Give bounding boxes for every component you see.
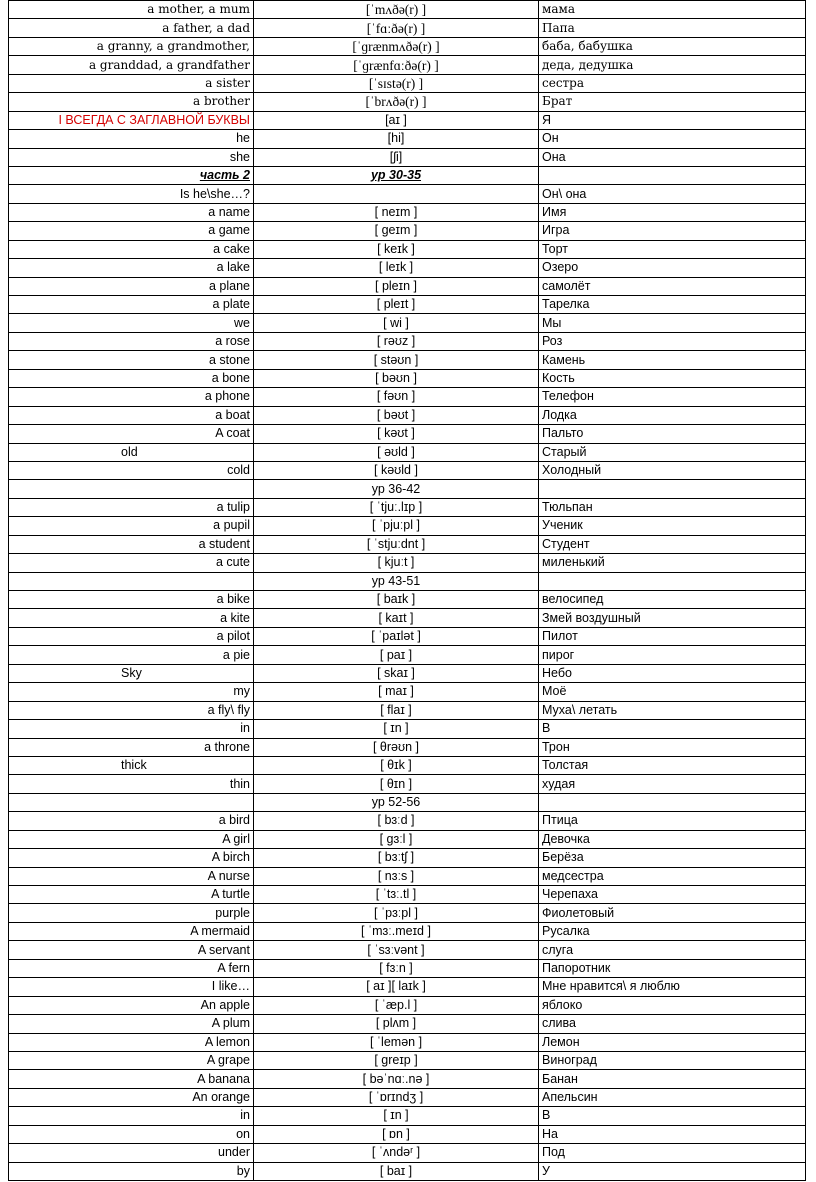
table-row xyxy=(9,756,806,774)
russian-translation-cell: Брат xyxy=(539,93,806,111)
table-row xyxy=(9,775,806,793)
table-row xyxy=(9,93,806,111)
russian-translation-cell: Имя xyxy=(539,203,806,221)
english-word-cell: a fly\ fly xyxy=(9,701,254,719)
english-word-cell: a throne xyxy=(9,738,254,756)
russian-translation-cell: Камень xyxy=(539,351,806,369)
table-row xyxy=(9,240,806,258)
transcription-cell: [ pleɪn ] xyxy=(254,277,539,295)
transcription-cell: [ bɜːtʃ ] xyxy=(254,849,539,867)
transcription-cell: [ ˈmɜː.meɪd ] xyxy=(254,922,539,940)
transcription-cell: ур 52-56 xyxy=(254,793,539,811)
transcription-cell: [ˈfɑːðə(r) ] xyxy=(254,19,539,37)
transcription-cell xyxy=(254,185,539,203)
table-row xyxy=(9,738,806,756)
russian-translation-cell: Берёза xyxy=(539,849,806,867)
transcription-cell: [ baɪk ] xyxy=(254,591,539,609)
english-word-cell: a cute xyxy=(9,554,254,572)
transcription-cell: [ bəʊt ] xyxy=(254,406,539,424)
transcription-cell: [ kaɪt ] xyxy=(254,609,539,627)
english-word-cell: a game xyxy=(9,222,254,240)
russian-translation-cell: велосипед xyxy=(539,591,806,609)
transcription-cell: [ θrəʊn ] xyxy=(254,738,539,756)
english-word-cell: a pilot xyxy=(9,627,254,645)
russian-translation-cell: мама xyxy=(539,1,806,19)
russian-translation-cell: Пилот xyxy=(539,627,806,645)
transcription-cell: [hi] xyxy=(254,130,539,148)
english-word-cell: a bird xyxy=(9,812,254,830)
table-row xyxy=(9,996,806,1014)
russian-translation-cell: баба, бабушка xyxy=(539,37,806,55)
russian-translation-cell: Моё xyxy=(539,683,806,701)
english-word-cell: a kite xyxy=(9,609,254,627)
transcription-cell: [ˈbrʌðə(r) ] xyxy=(254,93,539,111)
russian-translation-cell: Лодка xyxy=(539,406,806,424)
table-row xyxy=(9,148,806,166)
english-word-cell: часть 2 xyxy=(9,166,254,184)
table-row xyxy=(9,1162,806,1180)
transcription-cell: [ bəʊn ] xyxy=(254,369,539,387)
table-row xyxy=(9,498,806,516)
english-word-cell: A nurse xyxy=(9,867,254,885)
english-word-cell: A plum xyxy=(9,1015,254,1033)
table-row xyxy=(9,314,806,332)
transcription-cell: [ aɪ ][ laɪk ] xyxy=(254,978,539,996)
english-word-cell: a name xyxy=(9,203,254,221)
table-row xyxy=(9,886,806,904)
transcription-cell: [ˈɡrænmʌðə(r) ] xyxy=(254,37,539,55)
russian-translation-cell: Тарелка xyxy=(539,296,806,314)
vocabulary-table-body xyxy=(9,1,806,1181)
english-word-cell: a father, a dad xyxy=(9,19,254,37)
russian-translation-cell: Я xyxy=(539,111,806,129)
transcription-cell: [ʃi] xyxy=(254,148,539,166)
table-row xyxy=(9,793,806,811)
table-row xyxy=(9,830,806,848)
english-word-cell: A mermaid xyxy=(9,922,254,940)
english-word-cell: a bone xyxy=(9,369,254,387)
transcription-cell: [ θɪk ] xyxy=(254,756,539,774)
transcription-cell: [ ɪn ] xyxy=(254,720,539,738)
english-word-cell: A girl xyxy=(9,830,254,848)
english-word-cell: thin xyxy=(9,775,254,793)
table-row xyxy=(9,683,806,701)
russian-translation-cell: пирог xyxy=(539,646,806,664)
english-word-cell: A servant xyxy=(9,941,254,959)
table-row xyxy=(9,1033,806,1051)
table-row xyxy=(9,332,806,350)
russian-translation-cell: Мне нравится\ я люблю xyxy=(539,978,806,996)
table-row xyxy=(9,480,806,498)
english-word-cell: a boat xyxy=(9,406,254,424)
transcription-cell: [ ˈæp.l ] xyxy=(254,996,539,1014)
table-row xyxy=(9,111,806,129)
english-word-cell: I ВСЕГДА С ЗАГЛАВНОЙ БУКВЫ xyxy=(9,111,254,129)
transcription-cell: [ maɪ ] xyxy=(254,683,539,701)
english-word-cell: we xyxy=(9,314,254,332)
table-row xyxy=(9,351,806,369)
table-row xyxy=(9,867,806,885)
table-row xyxy=(9,296,806,314)
table-row xyxy=(9,369,806,387)
english-word-cell: Sky xyxy=(9,664,254,682)
transcription-cell: [ˈɡrænfɑːðə(r) ] xyxy=(254,56,539,74)
table-row xyxy=(9,849,806,867)
english-word-cell: I like… xyxy=(9,978,254,996)
english-word-cell: in xyxy=(9,720,254,738)
russian-translation-cell: Холодный xyxy=(539,461,806,479)
english-word-cell: A coat xyxy=(9,425,254,443)
english-word-cell: A lemon xyxy=(9,1033,254,1051)
english-word-cell: An apple xyxy=(9,996,254,1014)
transcription-cell: [ ˈsɜːvənt ] xyxy=(254,941,539,959)
transcription-cell: [ plʌm ] xyxy=(254,1015,539,1033)
transcription-cell: [ ˈstjuːdnt ] xyxy=(254,535,539,553)
table-row xyxy=(9,627,806,645)
english-word-cell: on xyxy=(9,1125,254,1143)
table-row xyxy=(9,166,806,184)
english-word-cell: a rose xyxy=(9,332,254,350)
english-word-cell: under xyxy=(9,1144,254,1162)
transcription-cell: ур 43-51 xyxy=(254,572,539,590)
english-word-cell: a plate xyxy=(9,296,254,314)
table-row xyxy=(9,812,806,830)
table-row xyxy=(9,664,806,682)
table-row xyxy=(9,646,806,664)
russian-translation-cell: Кость xyxy=(539,369,806,387)
vocabulary-table xyxy=(8,0,806,1181)
russian-translation-cell: медсестра xyxy=(539,867,806,885)
russian-translation-cell: Старый xyxy=(539,443,806,461)
english-word-cell: a student xyxy=(9,535,254,553)
transcription-cell: [ wi ] xyxy=(254,314,539,332)
russian-translation-cell: Она xyxy=(539,148,806,166)
russian-translation-cell: Озеро xyxy=(539,259,806,277)
table-row xyxy=(9,259,806,277)
russian-translation-cell: Черепаха xyxy=(539,886,806,904)
transcription-cell: [ baɪ ] xyxy=(254,1162,539,1180)
english-word-cell: a pupil xyxy=(9,517,254,535)
english-word-cell xyxy=(9,480,254,498)
russian-translation-cell: худая xyxy=(539,775,806,793)
english-word-cell: in xyxy=(9,1107,254,1125)
russian-translation-cell: Ученик xyxy=(539,517,806,535)
russian-translation-cell: деда, дедушка xyxy=(539,56,806,74)
table-row xyxy=(9,1107,806,1125)
russian-translation-cell: Папа xyxy=(539,19,806,37)
english-word-cell: a phone xyxy=(9,388,254,406)
russian-translation-cell: Апельсин xyxy=(539,1088,806,1106)
russian-translation-cell: На xyxy=(539,1125,806,1143)
english-word-cell: a stone xyxy=(9,351,254,369)
transcription-cell: ур 30-35 xyxy=(254,166,539,184)
transcription-cell: [ kəʊt ] xyxy=(254,425,539,443)
english-word-cell: she xyxy=(9,148,254,166)
russian-translation-cell: Папоротник xyxy=(539,959,806,977)
russian-translation-cell: Виноград xyxy=(539,1051,806,1069)
russian-translation-cell: яблоко xyxy=(539,996,806,1014)
table-row xyxy=(9,535,806,553)
russian-translation-cell: Он\ она xyxy=(539,185,806,203)
english-word-cell: A birch xyxy=(9,849,254,867)
transcription-cell: [ˈmʌðə(r) ] xyxy=(254,1,539,19)
transcription-cell: [ skaɪ ] xyxy=(254,664,539,682)
table-row xyxy=(9,203,806,221)
russian-translation-cell: Лемон xyxy=(539,1033,806,1051)
english-word-cell: Is he\she…? xyxy=(9,185,254,203)
table-row xyxy=(9,56,806,74)
table-row xyxy=(9,222,806,240)
transcription-cell: [ bəˈnɑː.nə ] xyxy=(254,1070,539,1088)
transcription-cell: [ fɜːn ] xyxy=(254,959,539,977)
english-word-cell: he xyxy=(9,130,254,148)
table-row xyxy=(9,572,806,590)
russian-translation-cell: самолёт xyxy=(539,277,806,295)
transcription-cell: [ stəʊn ] xyxy=(254,351,539,369)
russian-translation-cell: Птица xyxy=(539,812,806,830)
russian-translation-cell: Пальто xyxy=(539,425,806,443)
english-word-cell: a sister xyxy=(9,74,254,92)
english-word-cell xyxy=(9,793,254,811)
transcription-cell: [ kəʊld ] xyxy=(254,461,539,479)
russian-translation-cell: Трон xyxy=(539,738,806,756)
transcription-cell: [ paɪ ] xyxy=(254,646,539,664)
english-word-cell: cold xyxy=(9,461,254,479)
transcription-cell: [ ˈlemən ] xyxy=(254,1033,539,1051)
table-row xyxy=(9,1015,806,1033)
russian-translation-cell xyxy=(539,793,806,811)
table-row xyxy=(9,720,806,738)
table-row xyxy=(9,554,806,572)
table-row xyxy=(9,277,806,295)
table-row xyxy=(9,74,806,92)
transcription-cell: [ ˈpjuːpl ] xyxy=(254,517,539,535)
transcription-cell: [ˈsɪstə(r) ] xyxy=(254,74,539,92)
russian-translation-cell: В xyxy=(539,1107,806,1125)
transcription-cell: [aɪ ] xyxy=(254,111,539,129)
english-word-cell: A turtle xyxy=(9,886,254,904)
transcription-cell: [ ˈpaɪlət ] xyxy=(254,627,539,645)
russian-translation-cell: Банан xyxy=(539,1070,806,1088)
table-row xyxy=(9,904,806,922)
table-row xyxy=(9,978,806,996)
transcription-cell: [ fəʊn ] xyxy=(254,388,539,406)
english-word-cell: a brother xyxy=(9,93,254,111)
english-word-cell: a mother, a mum xyxy=(9,1,254,19)
russian-translation-cell: миленький xyxy=(539,554,806,572)
transcription-cell: [ ˈtɜː.tl ] xyxy=(254,886,539,904)
russian-translation-cell: Толстая xyxy=(539,756,806,774)
transcription-cell: [ leɪk ] xyxy=(254,259,539,277)
russian-translation-cell: Русалка xyxy=(539,922,806,940)
russian-translation-cell: сестра xyxy=(539,74,806,92)
table-row xyxy=(9,1070,806,1088)
russian-translation-cell: Небо xyxy=(539,664,806,682)
russian-translation-cell: Телефон xyxy=(539,388,806,406)
russian-translation-cell: Игра xyxy=(539,222,806,240)
english-word-cell: by xyxy=(9,1162,254,1180)
transcription-cell: [ kjuːt ] xyxy=(254,554,539,572)
table-row xyxy=(9,922,806,940)
transcription-cell: [ neɪm ] xyxy=(254,203,539,221)
transcription-cell: [ ɒn ] xyxy=(254,1125,539,1143)
russian-translation-cell: Фиолетовый xyxy=(539,904,806,922)
english-word-cell: old xyxy=(9,443,254,461)
english-word-cell: A grape xyxy=(9,1051,254,1069)
transcription-cell: [ θɪn ] xyxy=(254,775,539,793)
table-row xyxy=(9,941,806,959)
english-word-cell: a bike xyxy=(9,591,254,609)
table-row xyxy=(9,1051,806,1069)
russian-translation-cell: Муха\ летать xyxy=(539,701,806,719)
transcription-cell: [ ɡreɪp ] xyxy=(254,1051,539,1069)
table-row xyxy=(9,701,806,719)
transcription-cell: [ rəʊz ] xyxy=(254,332,539,350)
russian-translation-cell: Роз xyxy=(539,332,806,350)
russian-translation-cell: Торт xyxy=(539,240,806,258)
transcription-cell: [ flaɪ ] xyxy=(254,701,539,719)
transcription-cell: [ ˈtjuː.lɪp ] xyxy=(254,498,539,516)
english-word-cell: purple xyxy=(9,904,254,922)
russian-translation-cell xyxy=(539,480,806,498)
russian-translation-cell: Он xyxy=(539,130,806,148)
transcription-cell: [ əʊld ] xyxy=(254,443,539,461)
russian-translation-cell xyxy=(539,166,806,184)
english-word-cell: my xyxy=(9,683,254,701)
table-row xyxy=(9,130,806,148)
russian-translation-cell: Змей воздушный xyxy=(539,609,806,627)
english-word-cell: a lake xyxy=(9,259,254,277)
transcription-cell: [ ɪn ] xyxy=(254,1107,539,1125)
russian-translation-cell: Мы xyxy=(539,314,806,332)
transcription-cell: [ keɪk ] xyxy=(254,240,539,258)
transcription-cell: [ ˈʌndəʳ ] xyxy=(254,1144,539,1162)
russian-translation-cell: Под xyxy=(539,1144,806,1162)
transcription-cell: [ ˈpɜːpl ] xyxy=(254,904,539,922)
russian-translation-cell: Тюльпан xyxy=(539,498,806,516)
table-row xyxy=(9,388,806,406)
transcription-cell: [ ɡeɪm ] xyxy=(254,222,539,240)
transcription-cell: [ pleɪt ] xyxy=(254,296,539,314)
table-row xyxy=(9,19,806,37)
english-word-cell: A fern xyxy=(9,959,254,977)
table-row xyxy=(9,609,806,627)
transcription-cell: [ bɜːd ] xyxy=(254,812,539,830)
transcription-cell: [ ˈɒrɪndʒ ] xyxy=(254,1088,539,1106)
transcription-cell: [ ɡɜːl ] xyxy=(254,830,539,848)
russian-translation-cell: слуга xyxy=(539,941,806,959)
transcription-cell: [ nɜːs ] xyxy=(254,867,539,885)
table-row xyxy=(9,406,806,424)
english-word-cell: a cake xyxy=(9,240,254,258)
english-word-cell: a granddad, a grandfather xyxy=(9,56,254,74)
english-word-cell: a plane xyxy=(9,277,254,295)
english-word-cell: A banana xyxy=(9,1070,254,1088)
russian-translation-cell: Студент xyxy=(539,535,806,553)
russian-translation-cell: У xyxy=(539,1162,806,1180)
table-row xyxy=(9,1144,806,1162)
english-word-cell xyxy=(9,572,254,590)
table-row xyxy=(9,185,806,203)
table-row xyxy=(9,959,806,977)
table-row xyxy=(9,517,806,535)
english-word-cell: a pie xyxy=(9,646,254,664)
table-row xyxy=(9,591,806,609)
transcription-cell: ур 36-42 xyxy=(254,480,539,498)
russian-translation-cell: слива xyxy=(539,1015,806,1033)
russian-translation-cell: В xyxy=(539,720,806,738)
english-word-cell: thick xyxy=(9,756,254,774)
english-word-cell: a tulip xyxy=(9,498,254,516)
table-row xyxy=(9,425,806,443)
russian-translation-cell xyxy=(539,572,806,590)
table-row xyxy=(9,1088,806,1106)
english-word-cell: An orange xyxy=(9,1088,254,1106)
table-row xyxy=(9,37,806,55)
table-row xyxy=(9,1,806,19)
table-row xyxy=(9,443,806,461)
table-row xyxy=(9,1125,806,1143)
table-row xyxy=(9,461,806,479)
russian-translation-cell: Девочка xyxy=(539,830,806,848)
english-word-cell: a granny, a grandmother, xyxy=(9,37,254,55)
